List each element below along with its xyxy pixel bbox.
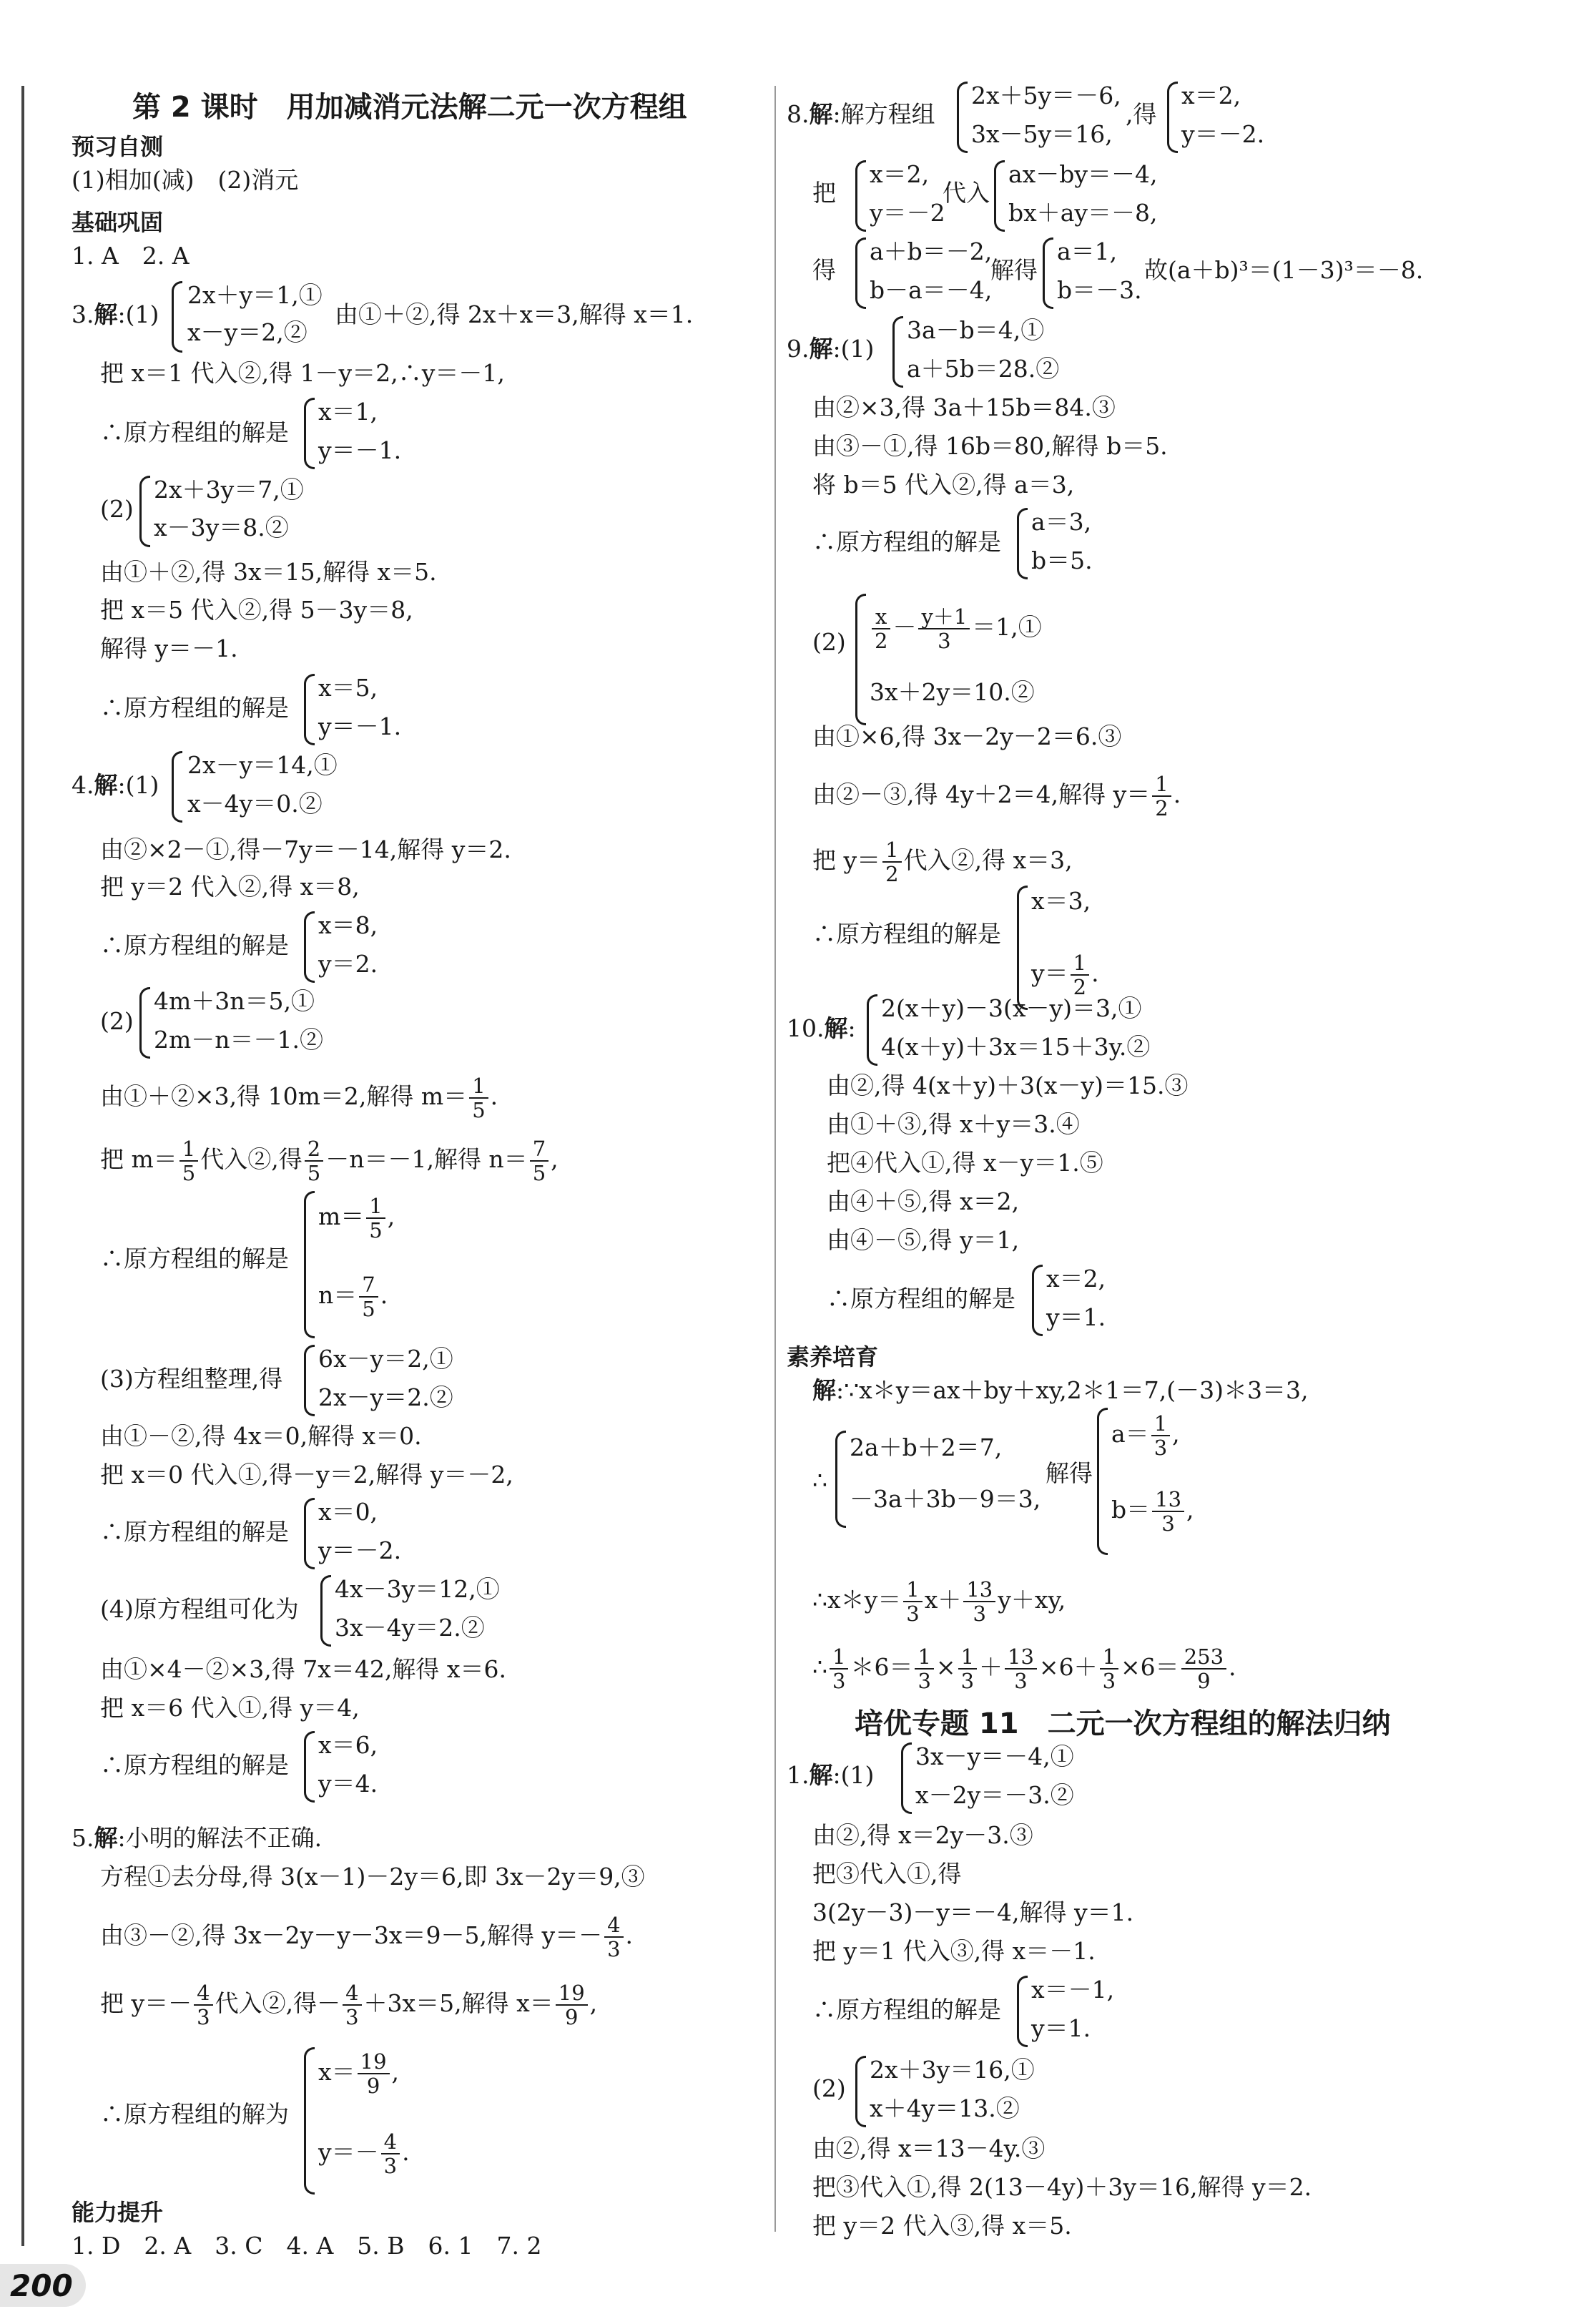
page-number-badge <box>0 2264 86 2307</box>
part-label: (2) <box>812 2074 846 2102</box>
equation: －3a＋3b－9＝3, <box>850 1485 1041 1513</box>
solution-value: b＝－3. <box>1057 276 1142 304</box>
solution-statement: ∴原方程组的解是 <box>100 931 289 959</box>
solution-step: 方程①去分母,得 3(x－1)－2y＝6,即 3x－2y＝9,③ <box>100 1863 645 1891</box>
brace <box>855 237 866 309</box>
solution-step: 由③－①,得 16b＝80,解得 b＝5. <box>812 432 1168 460</box>
q10-number: 10.解: <box>787 1014 856 1042</box>
solution-value: y＝1. <box>1031 2014 1091 2042</box>
solution-value: n＝ $\frac{7}{5}$ . <box>318 1273 388 1321</box>
solution-step: 把 y＝1 代入③,得 x＝－1. <box>812 1937 1096 1965</box>
solution-statement: ∴原方程组的解是 <box>100 694 289 722</box>
brace <box>320 1575 331 1647</box>
answers-1-2: 1. A 2. A <box>72 242 190 270</box>
solution-value: x＝5, <box>318 674 378 702</box>
equation: x－y＝2,② <box>187 318 308 346</box>
solution-statement: ∴原方程组的解是 <box>812 920 1001 948</box>
solution-value: x＝0, <box>318 1498 378 1526</box>
lesson-title: 第 2 课时 用加减消元法解二元一次方程组 <box>132 91 687 124</box>
section-ability: 能力提升 <box>72 2199 164 2226</box>
solution-value: y＝－2 <box>870 199 945 227</box>
connector: ∴ <box>812 1466 827 1494</box>
equation: a＋b＝－2, <box>870 237 993 265</box>
solution-value: x＝2, <box>1046 1265 1106 1293</box>
solution-value: x＝3, <box>1031 887 1091 915</box>
connector: 把 <box>812 179 836 207</box>
solution-statement: ∴原方程组的解是 <box>812 1996 1001 2024</box>
solution-step: 把 y＝－ $\frac{4}{3}$ 代入②,得－ $\frac{4}{3}$ ＋3x＝5,解得 x＝ $\frac{19}{9}$ , <box>100 1981 598 2029</box>
equation: 2x＋3y＝16,① <box>870 2056 1035 2084</box>
solution-value: x＝6, <box>318 1731 378 1759</box>
solution-value: y＝－2. <box>1181 120 1265 148</box>
section-literacy: 素养培育 <box>787 1343 879 1371</box>
equation: 4(x＋y)＋3x＝15＋3y.② <box>881 1033 1151 1061</box>
page-number: 200 <box>10 2268 73 2303</box>
equation: 2x＋5y＝－6, <box>971 82 1121 109</box>
brace <box>867 994 877 1066</box>
brace <box>855 2056 866 2127</box>
connector: 代入 <box>943 179 990 207</box>
solution-step: 3(2y－3)－y＝－4,解得 y＝1. <box>812 1898 1134 1926</box>
solution-value: y＝4. <box>318 1770 378 1798</box>
equation: 3x－5y＝16, <box>971 120 1113 148</box>
equation: 6x－y＝2,① <box>318 1345 453 1373</box>
equation: 2x－y＝2.② <box>318 1383 453 1411</box>
solution-statement: ∴原方程组的解为 <box>100 2100 289 2128</box>
brace <box>172 281 182 353</box>
solution-step: 由②,得 4(x＋y)＋3(x－y)＝15.③ <box>827 1072 1189 1099</box>
equation: 4m＋3n＝5,① <box>154 987 315 1015</box>
ability-answers: 1. D 2. A 3. C 4. A 5. B 6. 1 7. 2 <box>72 2232 542 2260</box>
brace <box>304 2047 315 2195</box>
column-divider <box>774 86 776 2232</box>
solution-step: 由①＋②,得 2x＋x＝3,解得 x＝1. <box>335 300 694 328</box>
solution-value: m＝ $\frac{1}{5}$ , <box>318 1194 395 1242</box>
brace <box>172 751 182 823</box>
equation: 2m－n＝－1.② <box>154 1026 324 1054</box>
connector: 解得 <box>1046 1459 1093 1487</box>
solution-statement: ∴原方程组的解是 <box>100 1518 289 1546</box>
solution-value: y＝1. <box>1046 1303 1106 1331</box>
equation: 2(x＋y)－3(x－y)＝3,① <box>881 994 1142 1022</box>
solution-statement: ∴原方程组的解是 <box>100 1751 289 1779</box>
brace <box>892 316 903 388</box>
solution-step: 由①＋②×3,得 10m＝2,解得 m＝ $\frac{1}{5}$ . <box>100 1074 498 1122</box>
equation: bx＋ay＝－8, <box>1008 199 1158 227</box>
solution-step: 由②×2－①,得－7y＝－14,解得 y＝2. <box>100 835 511 863</box>
solution-step: 由①×4－②×3,得 7x＝42,解得 x＝6. <box>100 1655 506 1683</box>
part-label: (2) <box>100 495 134 523</box>
brace <box>304 1345 315 1416</box>
left-margin-bar <box>21 86 24 2246</box>
brace <box>1017 1976 1028 2047</box>
equation: 3x＋2y＝10.② <box>870 678 1035 706</box>
equation: ax－by＝－4, <box>1008 160 1158 188</box>
equation: x＋4y＝13.② <box>870 2094 1020 2122</box>
section-preview: 预习自测 <box>72 133 164 160</box>
equation: x－2y＝－3.② <box>915 1781 1074 1809</box>
brace <box>139 476 150 547</box>
solution-value: x＝ $\frac{19}{9}$ , <box>318 2049 400 2098</box>
equation: 3a－b＝4,① <box>907 316 1045 344</box>
solution-step: 由④－⑤,得 y＝1, <box>827 1226 1020 1254</box>
q9-number: 9.解:(1) <box>787 335 875 363</box>
solution-value: y＝－ $\frac{4}{3}$ . <box>318 2129 410 2178</box>
brace <box>957 82 968 153</box>
brace <box>1032 1265 1043 1336</box>
solution-step: 把 x＝0 代入①,得－y＝2,解得 y＝－2, <box>100 1461 513 1489</box>
connector: ,得 <box>1126 100 1157 128</box>
solution-statement: ∴原方程组的解是 <box>100 1245 289 1273</box>
result: 故(a＋b)³＝(1－3)³＝－8. <box>1144 256 1424 284</box>
solution-step: 把③代入①,得 <box>812 1860 962 1888</box>
equation: a＋5b＝28.② <box>907 355 1060 383</box>
equation: 2a＋b＋2＝7, <box>850 1433 1003 1461</box>
solution-step: 把 y＝2 代入②,得 x＝8, <box>100 873 360 901</box>
equation: b－a＝－4, <box>870 276 993 304</box>
solution-value: b＝ $\frac{13}{3}$ , <box>1111 1487 1194 1536</box>
solution-value: a＝1, <box>1057 237 1118 265</box>
brace <box>1097 1408 1108 1555</box>
solution-value: a＝3, <box>1031 508 1092 536</box>
solution-step: 由④＋⑤,得 x＝2, <box>827 1187 1020 1215</box>
q5-number: 5.解:小明的解法不正确. <box>72 1824 323 1852</box>
brace <box>304 398 315 469</box>
q3-number: 3.解:(1) <box>72 300 159 328</box>
section-basics: 基础巩固 <box>72 209 164 236</box>
solution-step: 把 x＝1 代入②,得 1－y＝2,∴y＝－1, <box>100 359 505 387</box>
part-label: (2) <box>100 1007 134 1035</box>
solution-step: 由②,得 x＝2y－3.③ <box>812 1821 1033 1849</box>
equation: x－3y＝8.② <box>154 514 289 541</box>
solution-value: x＝1, <box>318 398 378 426</box>
brace <box>994 160 1005 232</box>
brace <box>304 1498 315 1569</box>
brace <box>304 674 315 745</box>
solution-step: 把 x＝6 代入①,得 y＝4, <box>100 1694 360 1722</box>
solution-statement: ∴原方程组的解是 <box>100 418 289 446</box>
connector: 解得 <box>990 256 1038 284</box>
solution-step: 由①×6,得 3x－2y－2＝6.③ <box>812 722 1122 750</box>
part-label: (2) <box>812 628 846 656</box>
equation: 3x－4y＝2.② <box>335 1614 485 1642</box>
equation: 2x＋3y＝7,① <box>154 476 304 504</box>
solution-value: y＝－1. <box>318 712 402 740</box>
equation: $\frac{x}{2}$ － $\frac{y+1}{3}$ ＝1,① <box>870 605 1042 652</box>
solution-step: 由②－③,得 4y＋2＝4,解得 y＝ $\frac{1}{2}$ . <box>812 772 1181 820</box>
topic-title: 培优专题 11 二元一次方程组的解法归纳 <box>855 1707 1391 1740</box>
solution-step: 由②×3,得 3a＋15b＝84.③ <box>812 393 1116 421</box>
brace <box>1167 82 1178 153</box>
solution-step: 由③－②,得 3x－2y－y－3x＝9－5,解得 y＝－ $\frac{4}{3}$ . <box>100 1913 634 1961</box>
solution-step: 把 m＝ $\frac{1}{5}$ 代入②,得 $\frac{2}{5}$ －n＝－1,解得 n＝ $\frac{7}{5}$ , <box>100 1137 559 1185</box>
q4-number: 4.解:(1) <box>72 771 159 799</box>
solution-step: 把 x＝5 代入②,得 5－3y＝8, <box>100 596 413 624</box>
brace <box>835 1431 846 1528</box>
equation: 4x－3y＝12,① <box>335 1575 500 1603</box>
equation: 3x－y＝－4,① <box>915 1742 1074 1770</box>
solution-value: x＝－1, <box>1031 1976 1115 2004</box>
p1-number: 1.解:(1) <box>787 1761 875 1789</box>
solution-step: 由①－②,得 4x＝0,解得 x＝0. <box>100 1422 422 1450</box>
solution-value: b＝5. <box>1031 546 1093 574</box>
solution-step: 把③代入①,得 2(13－4y)＋3y＝16,解得 y＝2. <box>812 2173 1312 2201</box>
solution-step: ∴ $\frac{1}{3}$ ＊6＝ $\frac{1}{3}$ × $\frac{1}{3}$ ＋ $\frac{13}{3}$ ×6＋ $\frac{1}{3}$ ×6＝ $\frac{253}{9}$ . <box>812 1644 1236 1693</box>
brace <box>304 911 315 983</box>
solution-step: 把 y＝ $\frac{1}{2}$ 代入②,得 x＝3, <box>812 838 1073 886</box>
brace <box>901 1742 912 1814</box>
solution-step: 由①＋②,得 3x＝15,解得 x＝5. <box>100 558 437 586</box>
brace <box>855 160 866 232</box>
solution-step: ∴x＊y＝ $\frac{1}{3}$ x＋ $\frac{13}{3}$ y＋xy, <box>812 1577 1066 1626</box>
solution-value: y＝ $\frac{1}{2}$ . <box>1031 951 1099 999</box>
solution-value: y＝2. <box>318 950 378 978</box>
solution-value: a＝ $\frac{1}{3}$ , <box>1111 1411 1180 1460</box>
brace <box>304 1191 315 1338</box>
brace <box>304 1731 315 1803</box>
part-label: (3)方程组整理,得 <box>100 1365 283 1393</box>
solution-step: 将 b＝5 代入②,得 a＝3, <box>812 471 1075 499</box>
brace <box>1017 508 1028 579</box>
part-label: (4)原方程组可化为 <box>100 1595 299 1623</box>
solution-statement: ∴原方程组的解是 <box>812 528 1001 556</box>
solution-step: 把 y＝2 代入③,得 x＝5. <box>812 2212 1072 2240</box>
solution-step: 解:∵x＊y＝ax＋by＋xy,2＊1＝7,(－3)＊3＝3, <box>812 1376 1309 1404</box>
brace <box>1017 886 1028 1010</box>
brace <box>855 594 866 725</box>
preview-answers: (1)相加(减) (2)消元 <box>72 166 299 194</box>
solution-value: y＝－1. <box>318 436 402 464</box>
equation: x－4y＝0.② <box>187 790 323 818</box>
solution-step: 把④代入①,得 x－y＝1.⑤ <box>827 1149 1103 1177</box>
q8-number: 8.解:解方程组 <box>787 100 935 128</box>
brace <box>139 987 150 1059</box>
solution-step: 由①＋③,得 x＋y＝3.④ <box>827 1110 1080 1138</box>
solution-value: x＝2, <box>1181 82 1241 109</box>
solution-value: x＝2, <box>870 160 930 188</box>
solution-statement: ∴原方程组的解是 <box>827 1285 1015 1313</box>
brace <box>1043 237 1053 309</box>
solution-step: 由②,得 x＝13－4y.③ <box>812 2134 1046 2162</box>
solution-value: y＝－2. <box>318 1536 402 1564</box>
equation: 2x＋y＝1,① <box>187 281 323 309</box>
equation: 2x－y＝14,① <box>187 751 338 779</box>
connector: 得 <box>812 256 836 284</box>
solution-value: x＝8, <box>318 911 378 939</box>
solution-step: 解得 y＝－1. <box>100 634 238 662</box>
